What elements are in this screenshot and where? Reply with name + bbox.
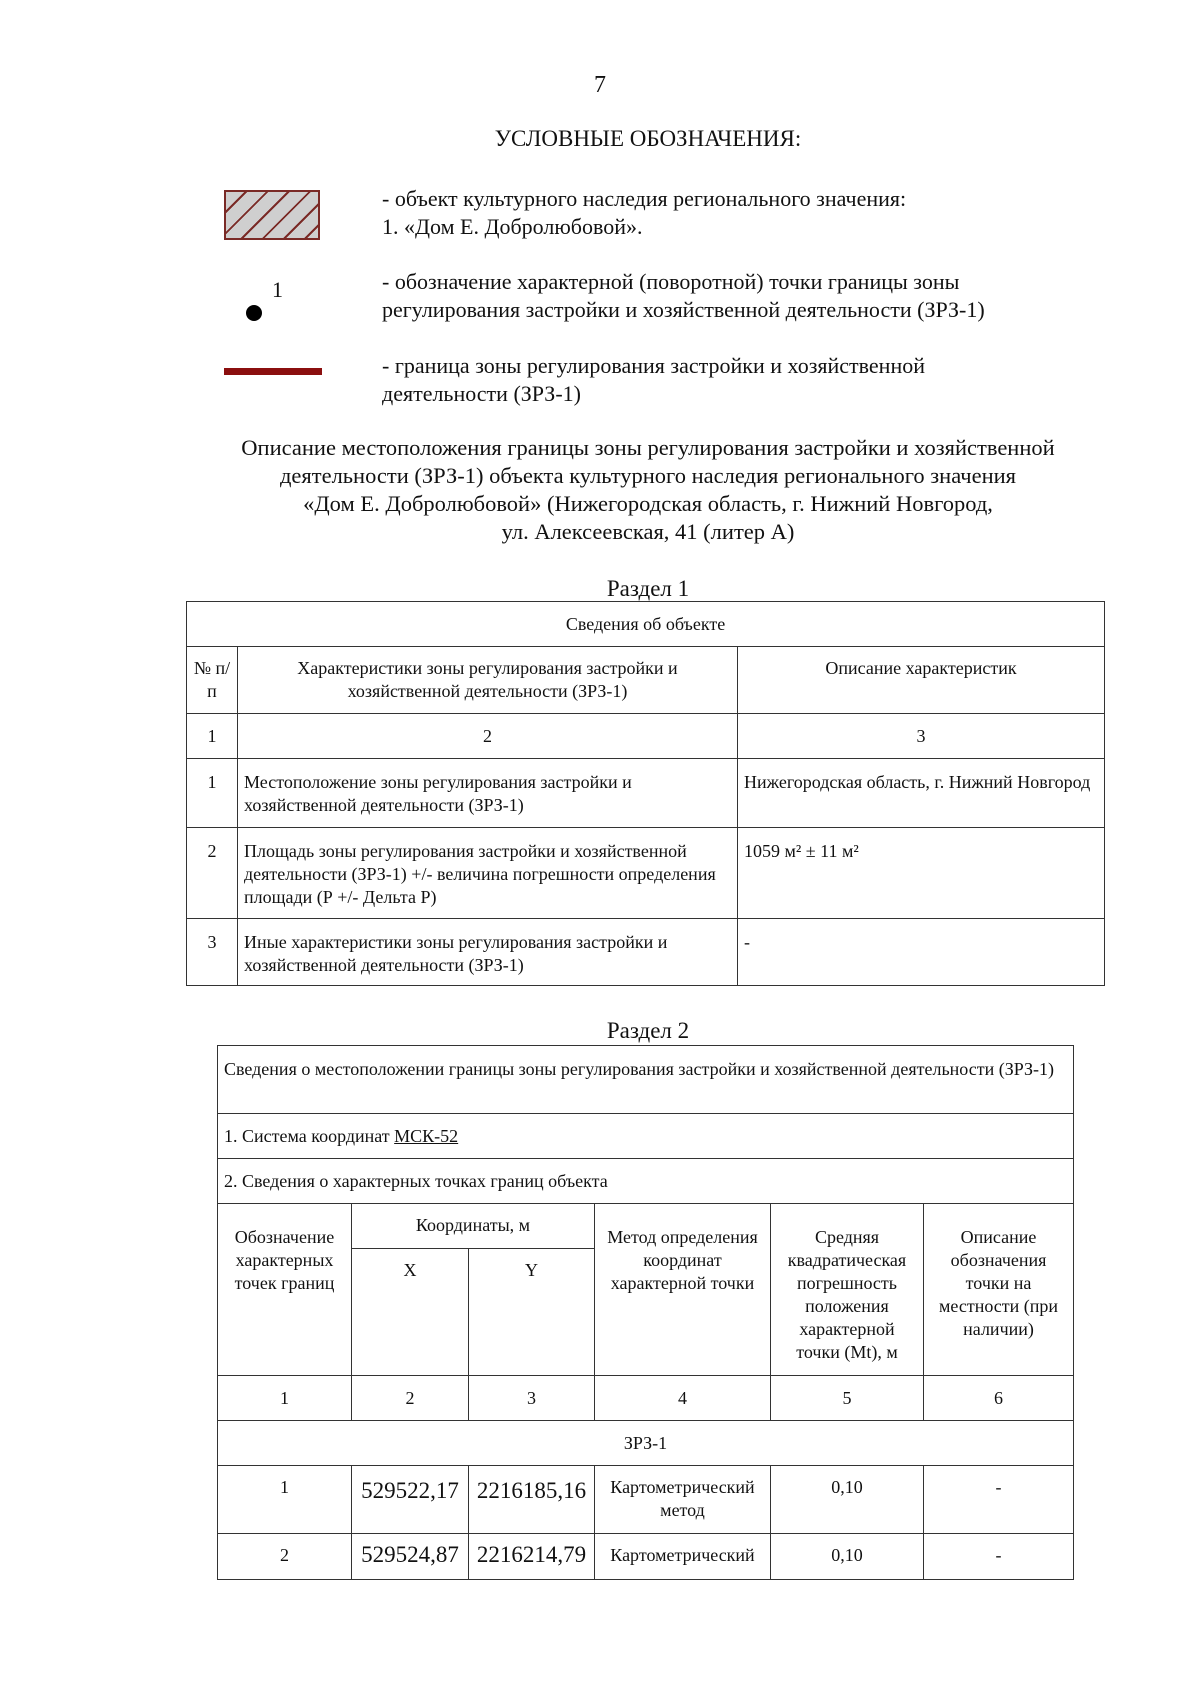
index-cell: 2 [238, 714, 738, 759]
header-method: Метод определения координат характерной точки [595, 1204, 771, 1376]
header-description: Описание характеристик [738, 647, 1105, 714]
table-row [187, 919, 1105, 986]
point-location: - [924, 1466, 1074, 1534]
header-number: № п/п [187, 647, 238, 714]
point-designation: 1 [218, 1466, 352, 1534]
legend-line: 1. «Дом Е. Добролюбовой». [382, 214, 643, 239]
section2-title: Раздел 2 [606, 1018, 690, 1043]
legend-line: - граница зоны регулирования застройки и хозяйственной [382, 353, 925, 378]
index-cell: 3 [738, 714, 1105, 759]
point-error: 0,10 [771, 1534, 924, 1580]
section1-table [186, 601, 1105, 986]
table-row [218, 1466, 1074, 1534]
header-location: Описание обозначения точки на местности (при наличии) [924, 1204, 1074, 1376]
point-error: 0,10 [771, 1466, 924, 1534]
description-line: «Дом Е. Добролюбовой» (Нижегородская область, г. Нижний Новгород, [303, 491, 993, 516]
point-location: - [924, 1534, 1074, 1580]
description-line: деятельности (ЗРЗ-1) объекта культурного наследия регионального значения [279, 463, 1017, 488]
header-designation: Обозначение характерных точек границ [218, 1204, 352, 1376]
coordinate-system-value: МСК-52 [394, 1125, 459, 1146]
heritage-object-hatch-icon [224, 190, 320, 240]
legend-line: - обозначение характерной (поворотной) точки границы зоны [382, 269, 960, 294]
header-y: Y [469, 1249, 595, 1376]
point-y: 2216185,16 [469, 1466, 595, 1534]
description-line: ул. Алексеевская, 41 (литер А) [501, 519, 795, 544]
legend-item-point [382, 268, 1082, 324]
table-row [187, 828, 1105, 919]
coordinate-system-label: 1. Система координат [224, 1125, 395, 1146]
row-characteristic: Иные характеристики зоны регулирования застройки и хозяйственной деятельности (ЗРЗ-1) [238, 919, 738, 986]
row-characteristic: Местоположение зоны регулирования застройки и хозяйственной деятельности (ЗРЗ-1) [238, 759, 738, 828]
section1-caption: Сведения об объекте [187, 602, 1105, 647]
header-characteristics: Характеристики зоны регулирования застройки и хозяйственной деятельности (ЗРЗ-1) [238, 647, 738, 714]
characteristic-point-label: 1 [272, 277, 283, 302]
row-number: 1 [187, 759, 238, 828]
row-number: 3 [187, 919, 238, 986]
point-x: 529522,17 [352, 1466, 469, 1534]
legend-line: - объект культурного наследия регионального значения: [382, 186, 907, 211]
description-line: Описание местоположения границы зоны регулирования застройки и хозяйственной [241, 435, 1055, 460]
points-caption: 2. Сведения о характерных точках границ объекта [218, 1159, 1074, 1204]
index-cell: 4 [595, 1376, 771, 1421]
index-cell: 2 [352, 1376, 469, 1421]
row-value: Нижегородская область, г. Нижний Новгород [738, 759, 1105, 828]
point-method: Картометрический метод [595, 1466, 771, 1534]
header-error: Средняя квадратическая погрешность положения характерной точки (Mt), м [771, 1204, 924, 1376]
index-cell: 3 [469, 1376, 595, 1421]
page-number: 7 [594, 72, 606, 98]
table-row [218, 1534, 1074, 1580]
zone-label: ЗРЗ-1 [218, 1421, 1074, 1466]
row-value: 1059 м² ± 11 м² [738, 828, 1105, 919]
header-coordinates: Координаты, м [352, 1204, 595, 1249]
legend-item-boundary [382, 352, 1082, 408]
table-row [187, 759, 1105, 828]
row-number: 2 [187, 828, 238, 919]
row-value: - [738, 919, 1105, 986]
section2-caption: Сведения о местоположении границы зоны регулирования застройки и хозяйственной деятельности (ЗРЗ-1) [218, 1046, 1074, 1114]
characteristic-point-icon [246, 305, 262, 321]
index-cell: 1 [218, 1376, 352, 1421]
header-x: X [352, 1249, 469, 1376]
point-y: 2216214,79 [469, 1534, 595, 1580]
point-designation: 2 [218, 1534, 352, 1580]
section2-table [217, 1045, 1074, 1580]
boundary-description [48, 434, 1200, 546]
point-x: 529524,87 [352, 1534, 469, 1580]
index-cell: 6 [924, 1376, 1074, 1421]
section1-title: Раздел 1 [606, 576, 690, 601]
index-cell: 1 [187, 714, 238, 759]
legend-line: регулирования застройки и хозяйственной деятельности (ЗРЗ-1) [382, 297, 985, 322]
coordinate-system [218, 1114, 1074, 1159]
zone-boundary-line-icon [224, 368, 322, 375]
row-characteristic: Площадь зоны регулирования застройки и хозяйственной деятельности (ЗРЗ-1) +/- величина погрешности определения площади (Р +/- Дельта Р) [238, 828, 738, 919]
legend-line: деятельности (ЗРЗ-1) [382, 381, 581, 406]
legend-title: УСЛОВНЫЕ ОБОЗНАЧЕНИЯ: [494, 126, 802, 151]
point-method: Картометрический [595, 1534, 771, 1580]
legend-item-heritage [382, 185, 1082, 241]
index-cell: 5 [771, 1376, 924, 1421]
